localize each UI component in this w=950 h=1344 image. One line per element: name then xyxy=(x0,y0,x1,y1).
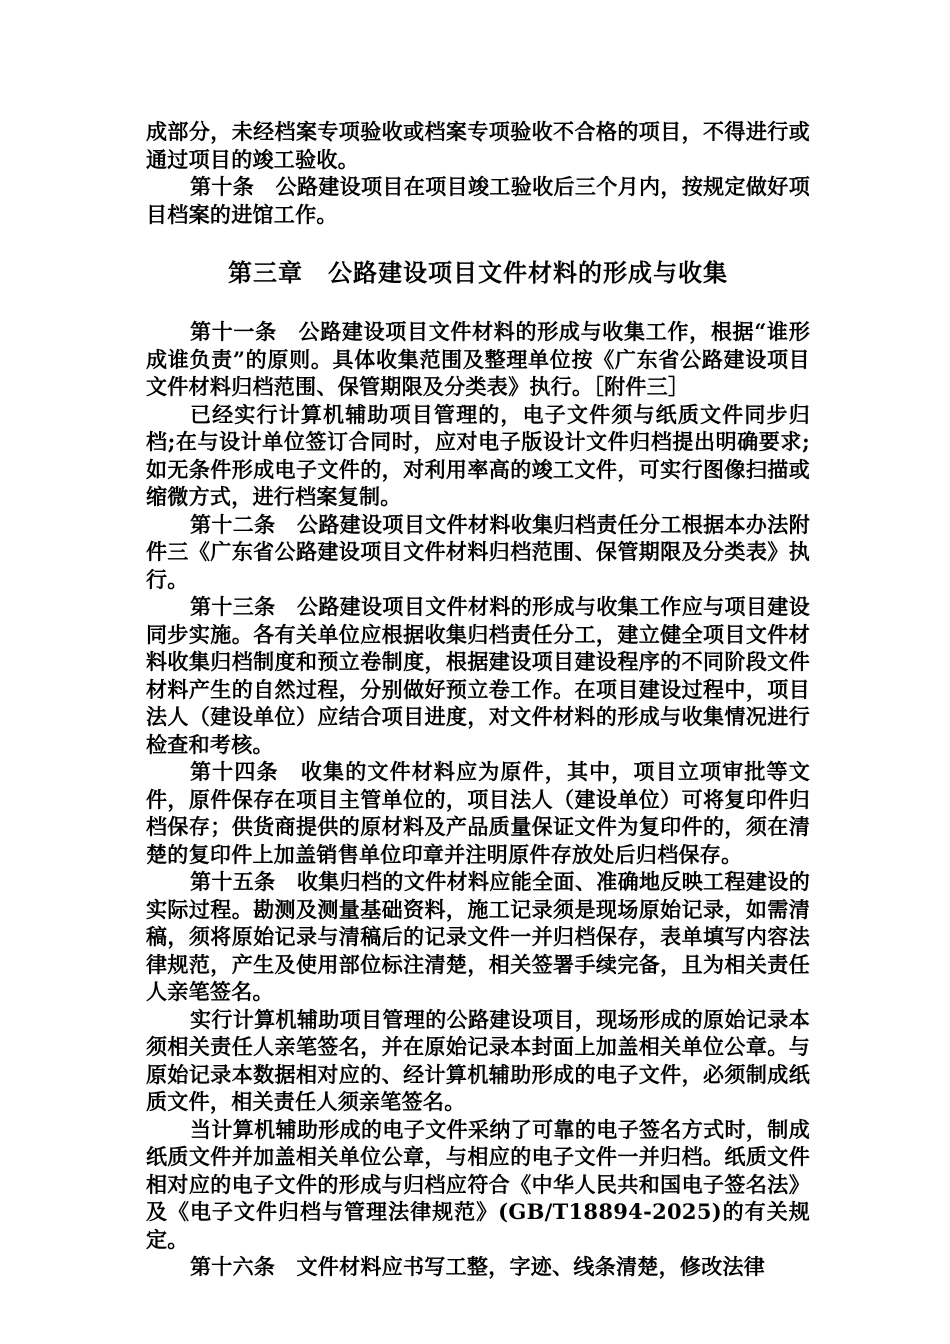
chapter-title: 第三章 公路建设项目文件材料的形成与收集 xyxy=(228,258,728,287)
document-page xyxy=(146,118,810,1281)
paragraph-continuation: 成部分，未经档案专项验收或档案专项验收不合格的项目，不得进行或通过项目的竣工验收。 xyxy=(146,119,810,172)
article-11-electronic: 已经实行计算机辅助项目管理的，电子文件须与纸质文件同步归档;在与设计单位签订合同时，应对电子版设计文件归档提出明确要求;如无条件形成电子文件的，对利用率高的竣工文件，可实行图像扫描或缩微方式，进行档案复制。 xyxy=(146,401,810,509)
article-14: 第十四条 收集的文件材料应为原件，其中，项目立项审批等文件，原件保存在项目主管单位的，项目法人（建设单位）可将复印件归档保存；供货商提供的原材料及产品质量保证文件为复印件的，须在清楚的复印件上加盖销售单位印章并注明原件存放处后归档保存。 xyxy=(146,759,810,867)
article-11: 第十一条 公路建设项目文件材料的形成与收集工作，根据“谁形成谁负责”的原则。具体收集范围及整理单位按《广东省公路建设项目文件材料归档范围、保管期限及分类表》执行。［附件三］ xyxy=(146,319,810,399)
article-15: 第十五条 收集归档的文件材料应能全面、准确地反映工程建设的实际过程。勘测及测量基础资料，施工记录须是现场原始记录，如需清稿，须将原始记录与清稿后的记录文件一并归档保存，表单填写内容法律规范，产生及使用部位标注清楚，相关签署手续完备，且为相关责任人亲笔签名。 xyxy=(146,869,810,1004)
article-16: 第十六条 文件材料应书写工整，字迹、线条清楚，修改法律 xyxy=(190,1254,766,1279)
article-10: 第十条 公路建设项目在项目竣工验收后三个月内，按规定做好项目档案的进馆工作。 xyxy=(146,174,810,227)
article-12: 第十二条 公路建设项目文件材料收集归档责任分工根据本办法附件三《广东省公路建设项目文件材料归档范围、保管期限及分类表》执行。 xyxy=(146,511,810,592)
article-15-electronic-signature: 当计算机辅助形成的电子文件采纳了可靠的电子签名方式时，制成纸质文件并加盖相关单位公章，与相应的电子文件一并归档。纸质文件相对应的电子文件的形成与归档应符合《中华人民共和国电子签名法》及《电子文件归档与管理法律规范》(GB/T18894-2025)的有关规定。 xyxy=(146,1116,810,1252)
article-13: 第十三条 公路建设项目文件材料的形成与收集工作应与项目建设同步实施。各有关单位应根据收集归档责任分工，建立健全项目文件材料收集归档制度和预立卷制度，根据建设项目建设程序的不同阶段文件材料产生的自然过程，分别做好预立卷工作。在项目建设过程中，项目法人（建设单位）应结合项目进度，对文件材料的形成与收集情况进行检查和考核。 xyxy=(146,594,810,757)
article-15-original-records: 实行计算机辅助项目管理的公路建设项目，现场形成的原始记录本须相关责任人亲笔签名，并在原始记录本封面上加盖相关单位公章。与原始记录本数据相对应的、经计算机辅助形成的电子文件，必须制成纸质文件，相关责任人须亲笔签名。 xyxy=(146,1006,810,1114)
